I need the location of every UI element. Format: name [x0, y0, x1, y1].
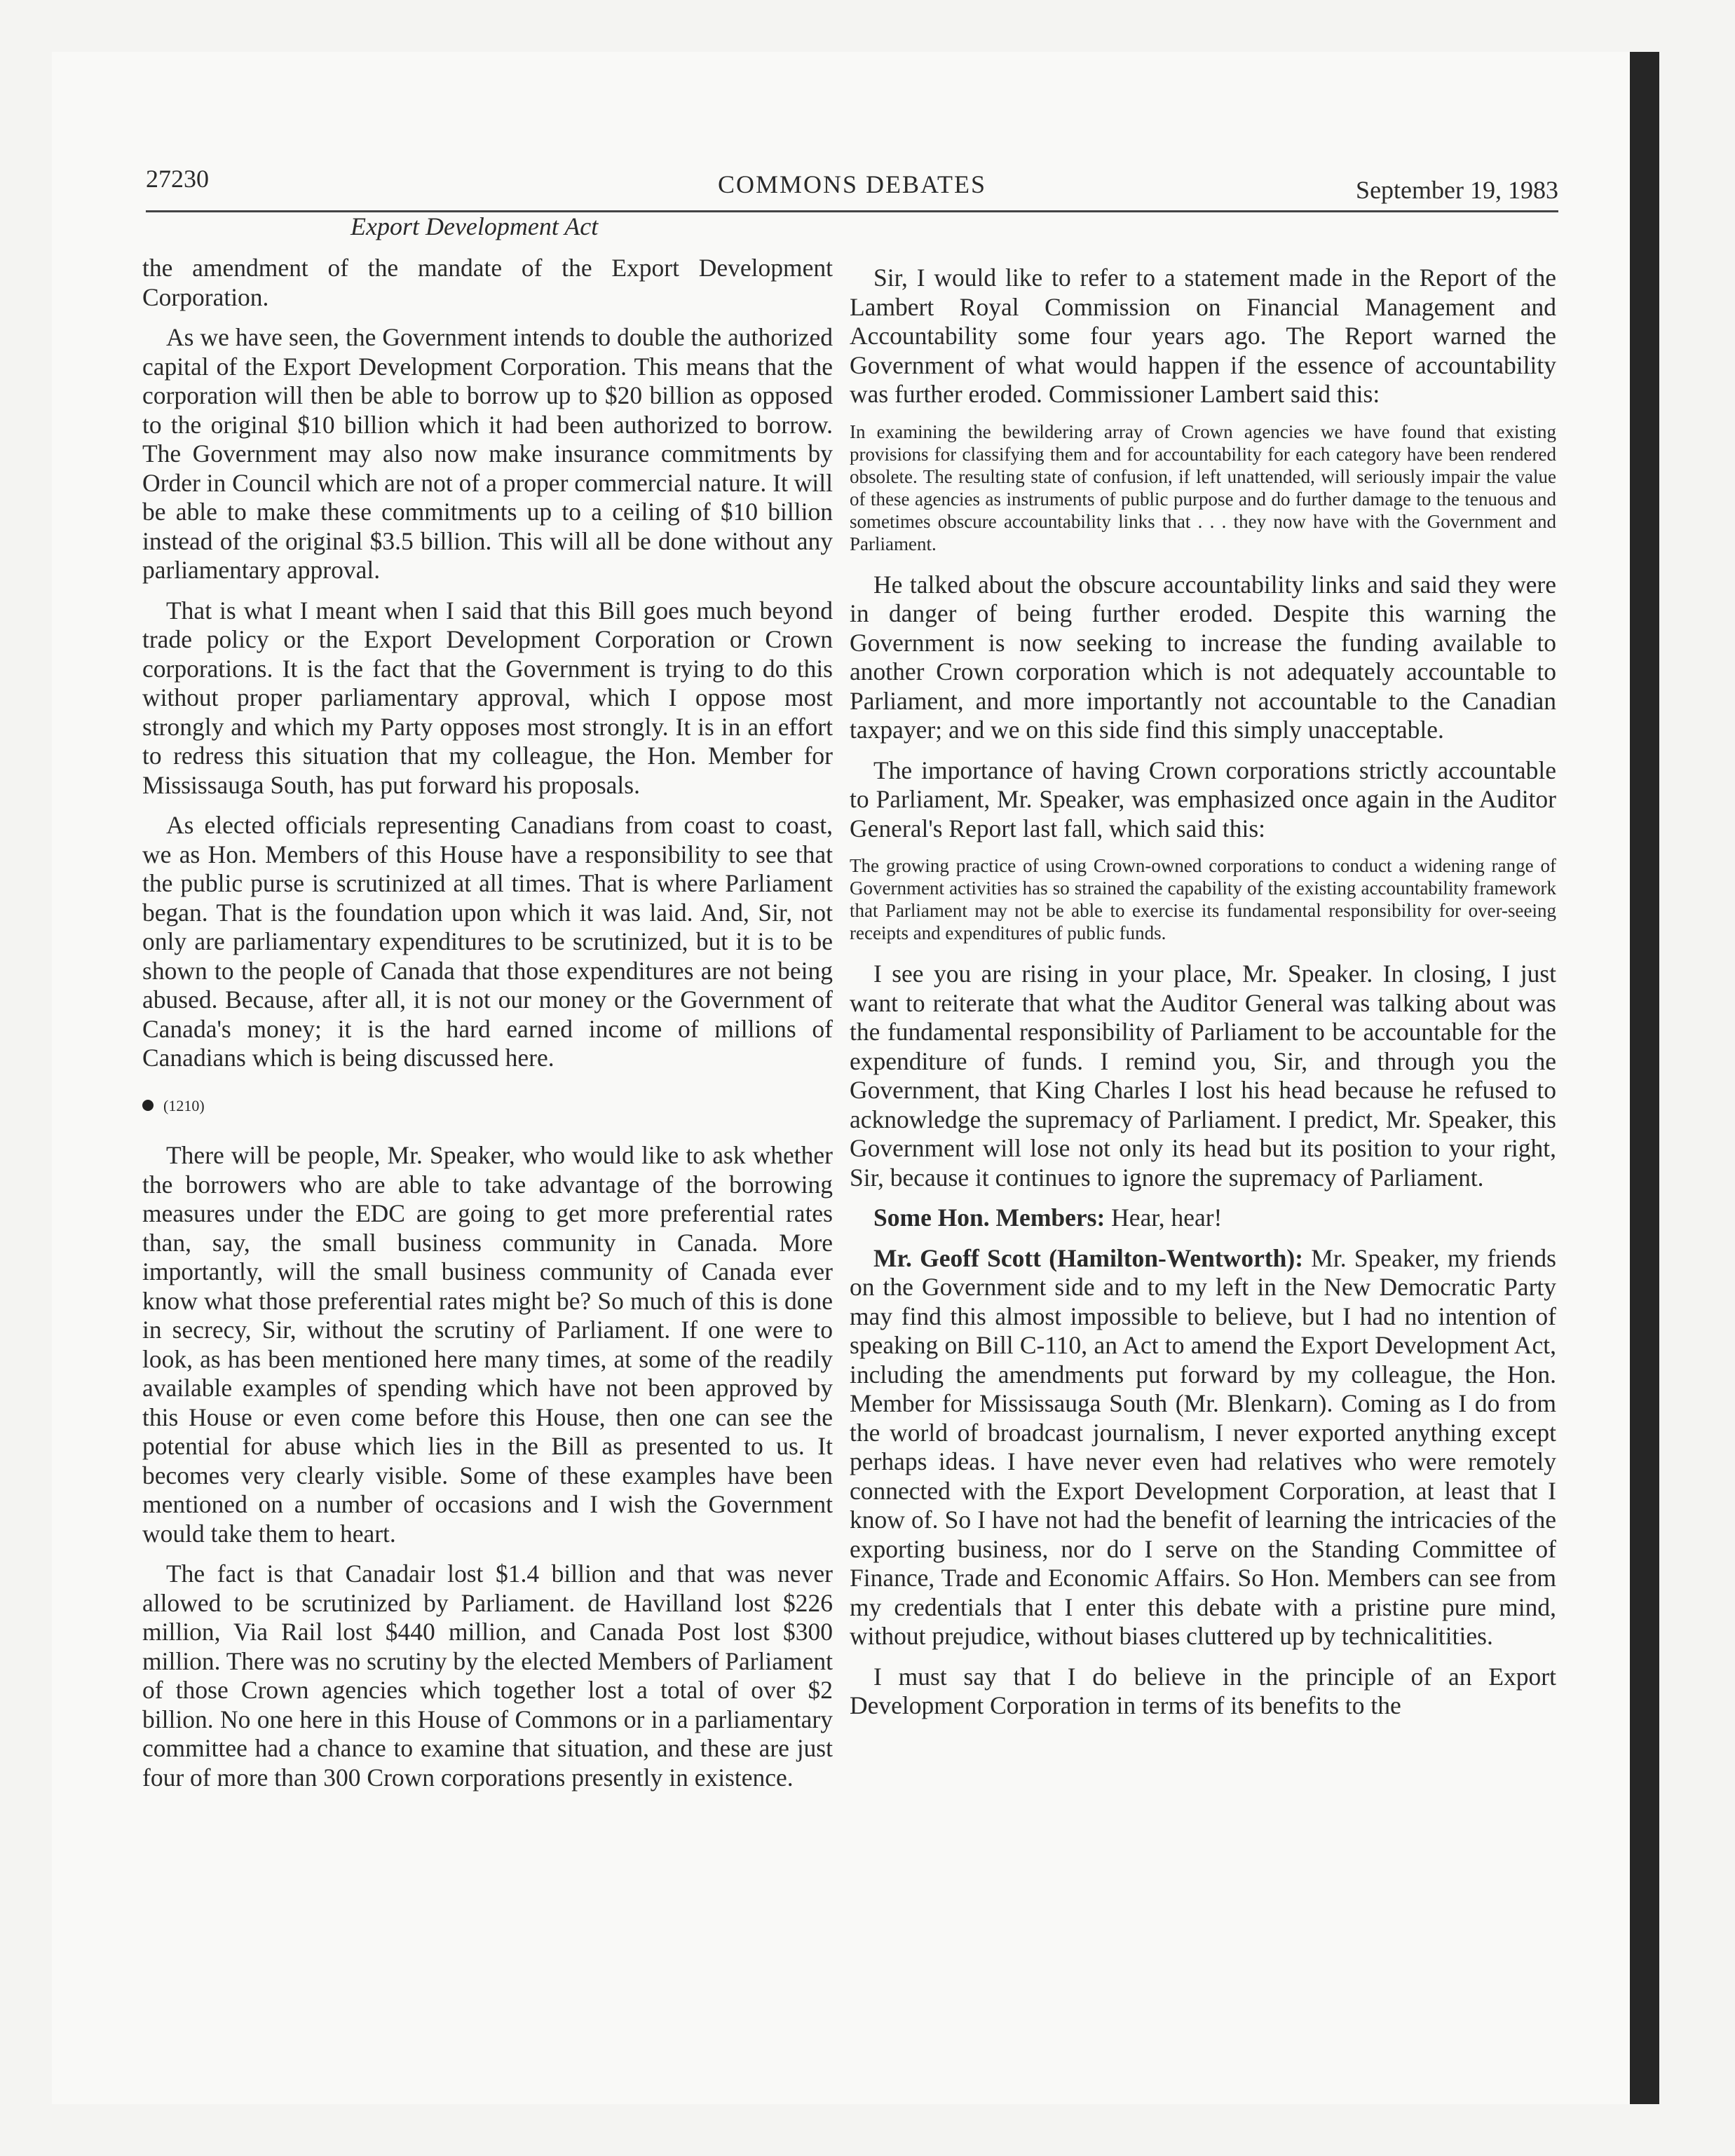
section-subheader: Export Development Act	[351, 212, 599, 240]
left-column	[142, 254, 833, 1803]
speaker-name: Mr. Geoff Scott (Hamilton-Wentworth):	[873, 1243, 1304, 1272]
page-number: 27230	[146, 165, 209, 193]
right-column	[850, 264, 1556, 1732]
speech-text: Mr. Speaker, my friends on the Government side and to my left in the New Democratic Party may find this almost impossible to believe, but I had no intention of speaking on Bill C-110, an Act to amend the Export Development Act, including the amendments put forward by my colleague, the Hon. Member for Mississauga South (Mr. Blenkarn). Coming as I do from the world of broadcast journalism, I never exported anything except perhaps ideas. I have never even had relatives who were remotely connected with the Export Development Corporation, at least that I know of. So I have not had the benefit of learning the intricacies of the exporting business, nor do I serve on the Standing Committee of Finance, Trade and Economic Affairs. So Hon. Members can see from my credentials that I enter this debate with a pristine pure mind, without prejudice, without biases cluttered up by technicalitities.	[850, 1243, 1556, 1650]
bullet-icon	[142, 1100, 154, 1111]
page-header	[146, 164, 1558, 212]
interjection	[850, 1203, 1556, 1233]
interjection-text: Hear, hear!	[1105, 1203, 1223, 1231]
paragraph: He talked about the obscure accountability links and said they were in danger of being further eroded. Despite this warning the Government is now seeking to increase the funding available to another Crown corporation which is not adequately accountable to Parliament, and more importantly not accountable to the Canadian taxpayer; and we on this side find this simply unacceptable.	[850, 570, 1556, 744]
block-quote: In examining the bewildering array of Crown agencies we have found that existing provisions for classifying them and for accountability for each category have been rendered obsolete. The resulting state of confusion, if left unattended, will seriously impair the value of these agencies as instruments of public purpose and do further damage to the tenuous and sometimes obscure accountability links that . . . they now have with the Government and Parliament.	[850, 421, 1556, 554]
paragraph: There will be people, Mr. Speaker, who would like to ask whether the borrowers who are able to take advantage of the borrowing measures under the EDC are going to get more preferential rates than, say, the small business community in Canada. More importantly, will the small business community of Canada ever know what those preferential rates might be? So much of this is done in secrecy, Sir, without the scrutiny of Parliament. If one were to look, as has been mentioned here many times, at some of the readily available examples of spending which have not been approved by this House or even come before this House, then one can see the potential for abuse which lies in the Bill as presented to us. It becomes very clearly visible. Some of these examples have been mentioned on a number of occasions and I wish the Government would take them to heart.	[142, 1141, 833, 1548]
paragraph: the amendment of the mandate of the Export Development Corporation.	[142, 254, 833, 311]
paragraph: Sir, I would like to refer to a statement made in the Report of the Lambert Royal Commission on Financial Management and Accountability some four years ago. The Report warned the Government of what would happen if the essence of accountability was further eroded. Commissioner Lambert said this:	[850, 264, 1556, 408]
paragraph: As elected officials representing Canadians from coast to coast, we as Hon. Members of this House have a responsibility to see that the public purse is scrutinized at all times. That is where Parliament began. That is the foundation upon which it was laid. And, Sir, not only are parliamentary expenditures to be scrutinized, but it is to be shown to the people of Canada that those expenditures are not being abused. Because, after all, it is not our money or the Government of Canada's money; it is the hard earned income of millions of Canadians which is being discussed here.	[142, 811, 833, 1072]
paragraph: The fact is that Canadair lost $1.4 billion and that was never allowed to be scrutinized by Parliament. de Havilland lost $226 million, Via Rail lost $440 million, and Canada Post lost $300 million. There was no scrutiny by the elected Members of Parliament of those Crown agencies which together lost a total of over $2 billion. No one here in this House of Commons or in a parliamentary committee had a chance to examine that situation, and these are just four of more than 300 Crown corporations presently in existence.	[142, 1560, 833, 1792]
time-marker-label: (1210)	[163, 1096, 205, 1114]
speaker-name: Some Hon. Members:	[873, 1203, 1105, 1231]
paragraph: I must say that I do believe in the principle of an Export Development Corporation in terms of its benefits to the	[850, 1662, 1556, 1719]
paragraph: As we have seen, the Government intends to double the authorized capital of the Export Development Corporation. This means that the corporation will then be able to borrow up to $20 billion as opposed to the original $10 billion which it had been authorized to borrow. The Government may also now make insurance commitments by Order in Council which are not of a proper commercial nature. It will be able to make these commitments up to a ceiling of $10 billion instead of the original $3.5 billion. This will all be done without any parliamentary approval.	[142, 323, 833, 584]
paragraph: I see you are rising in your place, Mr. Speaker. In closing, I just want to reiterate that what the Auditor General was talking about was the fundamental responsibility of Parliament to be accountable for the expenditure of funds. I remind you, Sir, and through you the Government, that King Charles I lost his head because he refused to acknowledge the supremacy of Parliament. I predict, Mr. Speaker, this Government will lose not only its head but its position to your right, Sir, because it continues to ignore the supremacy of Parliament.	[850, 960, 1556, 1192]
publication-title: COMMONS DEBATES	[717, 170, 987, 198]
block-quote: The growing practice of using Crown-owned corporations to conduct a widening range of Government activities has so strained the capability of the existing accountability framework that Parliament may not be able to exercise its fundamental responsibility for over-seeing receipts and expenditures of public funds.	[850, 855, 1556, 943]
speech-paragraph	[850, 1244, 1556, 1651]
paragraph: The importance of having Crown corporations strictly accountable to Parliament, Mr. Speaker, was emphasized once again in the Auditor General's Report last fall, which said this:	[850, 756, 1556, 842]
paragraph: That is what I meant when I said that this Bill goes much beyond trade policy or the Export Development Corporation or Crown corporations. It is the fact that the Government is trying to do this without proper parliamentary approval, which I oppose most strongly and which my Party opposes most strongly. It is in an effort to redress this situation that my colleague, the Hon. Member for Mississauga South, has put forward his proposals.	[142, 596, 833, 799]
publication-date: September 19, 1983	[1356, 176, 1558, 204]
time-marker	[142, 1091, 833, 1121]
scan-edge	[1630, 52, 1659, 2104]
